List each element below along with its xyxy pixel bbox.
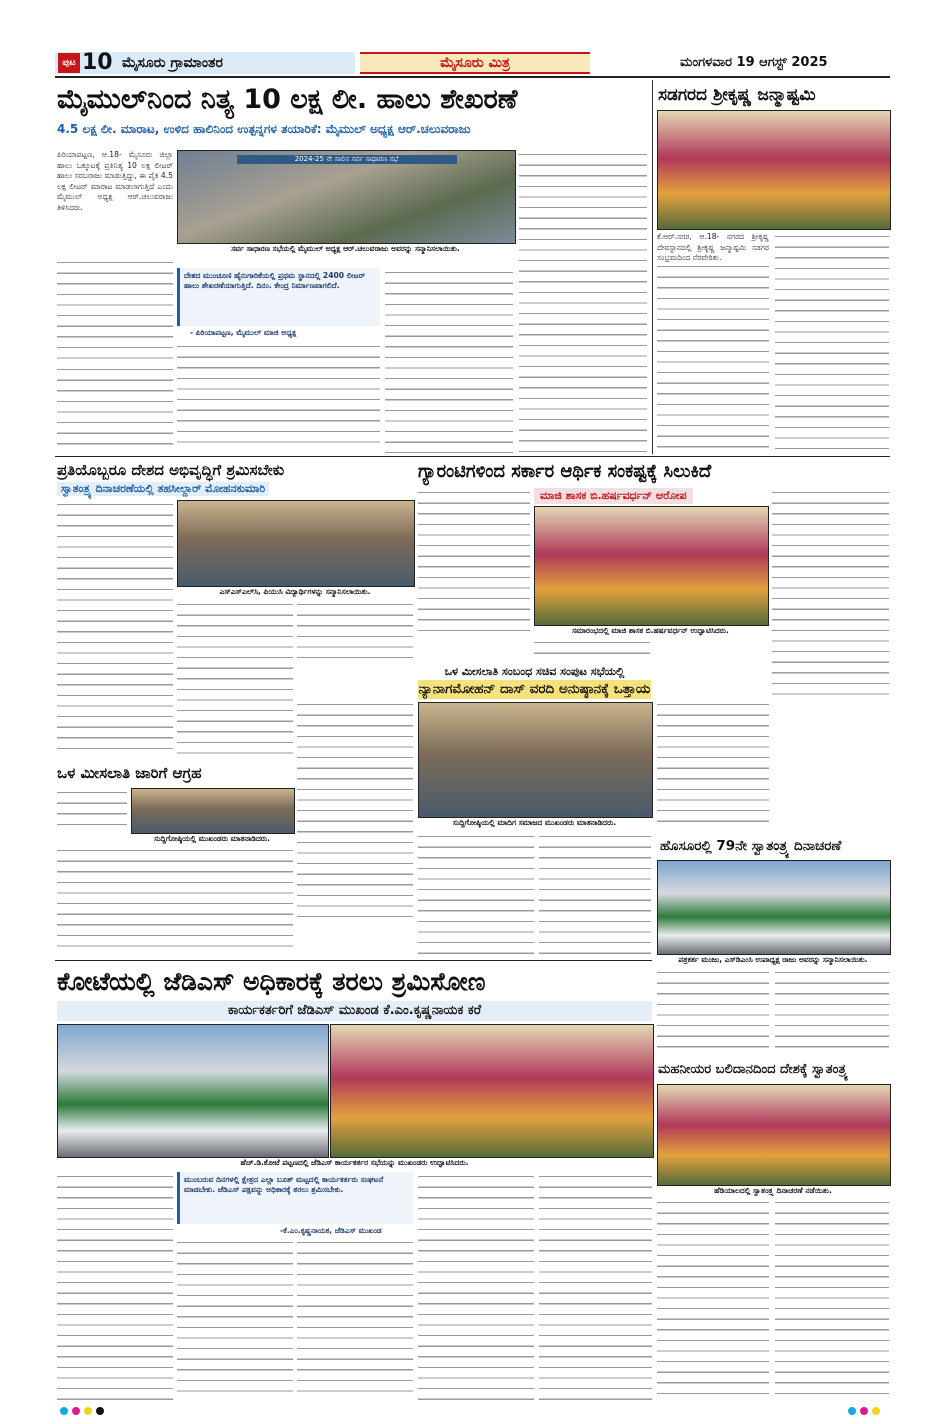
story3-body-col2 <box>177 600 293 758</box>
story9-headline: ಮಹನೀಯರ ಬಲಿದಾನದಿಂದ ದೇಶಕ್ಕೆ ಸ್ವಾತಂತ್ರ್ಯ <box>658 1062 849 1077</box>
story9-body-col1 <box>657 1198 769 1400</box>
story1-headline: ಮೈಮುಲ್‌ನಿಂದ ನಿತ್ಯ 10 ಲಕ್ಷ ಲೀ. ಹಾಲು ಶೇಖರಣೆ <box>57 84 518 115</box>
story3-caption: ಎಸ್‌ಎಸ್‌ಎಲ್‌ಸಿ, ಪಿಯುಸಿ ವಿದ್ಯಾರ್ಥಿಗಳನ್ನು ಸನ್ಮಾನಿಸಲಾಯಿತು. <box>219 587 371 596</box>
story3-body-col1 <box>57 500 173 758</box>
story5-body-col3 <box>539 832 651 957</box>
registration-mark-magenta <box>72 1407 80 1415</box>
story8-quote-attribution: -ಕೆ.ಎಂ.ಕೃಷ್ಣನಾಯಕ, ಜೆಡಿಎಸ್ ಮುಖಂಡ <box>280 1226 382 1235</box>
registration-mark-magenta-right <box>860 1407 868 1415</box>
story2-headline: ಸಡಗರದ ಶ್ರೀಕೃಷ್ಣ ಜನ್ಮಾಷ್ಟಮಿ <box>658 85 816 105</box>
story5-caption: ಸುದ್ದಿಗೋಷ್ಠಿಯಲ್ಲಿ ಮಾದಿಗ ಸಮಾಜದ ಮುಖಂಡರು ಮಾತನಾಡಿದರು. <box>452 818 617 827</box>
story8-subhead: ಕಾರ್ಯಕರ್ತರಿಗೆ ಜೆಡಿಎಸ್ ಮುಖಂಡ ಕೆ.ಎಂ.ಕೃಷ್ಣನಾಯಕ ಕರೆ <box>227 1003 482 1018</box>
section-title: ಮೈಸೂರು ಗ್ರಾಮಾಂತರ <box>122 55 223 71</box>
story2-photo <box>657 110 891 230</box>
story5-photo <box>418 702 653 818</box>
story2-body-col2 <box>775 232 889 452</box>
story4-body-col2 <box>534 638 650 662</box>
story8-photo1 <box>57 1024 329 1158</box>
story1-body-col3 <box>385 268 513 453</box>
registration-mark-cyan-right <box>848 1407 856 1415</box>
story2-body-col1 <box>657 262 769 452</box>
story4-caption: ಸಮಾರಂಭದಲ್ಲಿ ಮಾಜಿ ಶಾಸಕ ಬಿ.ಹರ್ಷವರ್ಧನ್ ಉದ್ಘಾಟಿಸಿದರು. <box>572 626 729 635</box>
story1-subhead: 4.5 ಲಕ್ಷ ಲೀ. ಮಾರಾಟ, ಉಳಿದ ಹಾಲಿನಿಂದ ಉತ್ಪನ್ನಗಳ ತಯಾರಿಕೆ: ಮೈಮುಲ್ ಅಧ್ಯಕ್ಷ ಆರ್.ಚಲುವರಾಜು <box>57 122 471 136</box>
story5-headline: ನ್ಯಾನಾಗಮೋಹನ್ ದಾಸ್ ವರದಿ ಅನುಷ್ಠಾನಕ್ಕೆ ಒತ್ತಾಯ <box>418 681 651 697</box>
story7-headline: ಹೊಸೂರಲ್ಲಿ 79ನೇ ಸ್ವಾತಂತ್ರ್ಯ ದಿನಾಚರಣೆ <box>660 838 842 854</box>
story9-caption: ಹೆಡಿಯಾಲದಲ್ಲಿ ಸ್ವಾತಂತ್ರ್ಯ ದಿನಾಚರಣೆ ನಡೆಯಿತು. <box>714 1186 832 1195</box>
story4-photo <box>534 506 769 626</box>
story1-photo <box>177 150 516 244</box>
story6-body <box>57 846 293 956</box>
story9-body-col2 <box>775 1198 889 1400</box>
registration-mark-cyan <box>60 1407 68 1415</box>
story8-body-col1 <box>57 1172 173 1400</box>
issue-date: ಮಂಗಳವಾರ 19 ಆಗಸ್ಟ್ 2025 <box>680 55 828 70</box>
story6-body-lead <box>57 788 127 828</box>
story6-headline: ಒಳ ಮೀಸಲಾತಿ ಜಾರಿಗೆ ಆಗ್ರಹ <box>57 764 202 782</box>
story8-pull-quote <box>177 1172 413 1224</box>
story1-body-col4 <box>519 150 647 453</box>
story8-body-col2 <box>177 1238 293 1400</box>
page-tag: ಪುಟ <box>58 53 80 73</box>
story4-body-col3 <box>772 488 889 698</box>
section-rule <box>55 456 890 457</box>
story8-quote-text: ಮುಂಬರುವ ದಿನಗಳಲ್ಲಿ ಕ್ಷೇತ್ರದ ಎಲ್ಲಾ ಬೂತ್ ಮಟ್ಟದಲ್ಲಿ ಕಾರ್ಯಕರ್ತರು ಸಂಘಟನೆ ಮಾಡಬೇಕು. ಜೆಡಿಎಸ್ ಪಕ್ಷವನ್ನು ಅಧಿಕಾರಕ್ಕೆ ತರಲು ಶ್ರಮಿಸಬೇಕು. <box>184 1175 384 1195</box>
story7-photo <box>657 860 891 955</box>
story5-body-col1 <box>297 700 413 918</box>
story8-photo2 <box>330 1024 654 1158</box>
page-number: 10 <box>82 50 113 75</box>
story1-banner: 2024-25 ನೇ ಸಾಲಿನ ಸರ್ವ ಸಾಧಾರಣ ಸಭೆ <box>237 155 457 164</box>
story1-caption: ಸರ್ವ ಸಾಧಾರಣ ಸಭೆಯಲ್ಲಿ ಮೈಮುಲ್ ಅಧ್ಯಕ್ಷ ಆರ್.ಚಲುವರಾಜು ಅವರನ್ನು ಸನ್ಮಾನಿಸಲಾಯಿತು. <box>231 244 460 253</box>
newspaper-brand: ಮೈಸೂರು ಮಿತ್ರ <box>360 52 590 74</box>
story8-caption: ಹೆಚ್.ಡಿ.ಕೋಟೆ ಪಟ್ಟಣದಲ್ಲಿ ಜೆಡಿಎಸ್ ಕಾರ್ಯಕರ್ತರ ಸಭೆಯನ್ನು ಮುಖಂಡರು ಉದ್ಘಾಟಿಸಿದರು. <box>240 1158 469 1167</box>
story4-body-col1 <box>418 488 530 636</box>
story6-photo <box>131 788 295 834</box>
story1-body-col2 <box>177 342 380 452</box>
header-rule <box>55 76 890 78</box>
story6-caption: ಸುದ್ದಿಗೋಷ್ಠಿಯಲ್ಲಿ ಮುಖಂಡರು ಮಾತನಾಡಿದರು. <box>154 834 270 843</box>
story3-body-col3 <box>297 600 413 664</box>
story2-body-start: ಕೆ.ಆರ್.ನಗರ, ಆ.18- ನಗರದ ಶ್ರೀಕೃಷ್ಣ ದೇವಸ್ಥಾನದಲ್ಲಿ ಶ್ರೀಕೃಷ್ಣ ಜನ್ಮಾಷ್ಟಮಿ ಸಡಗರ ಸಂಭ್ರಮದಿಂದ ನೆರವೇರಿತು. <box>657 232 769 262</box>
story8-body-col5 <box>539 1172 652 1400</box>
registration-mark-yellow-right <box>872 1407 880 1415</box>
registration-mark-yellow <box>84 1407 92 1415</box>
story7-body-col1 <box>657 968 769 1056</box>
story4-tag: ಮಾಜಿ ಶಾಸಕ ಬಿ.ಹರ್ಷವರ್ಧನ್ ಆರೋಪ <box>534 488 693 504</box>
registration-mark-black <box>96 1407 104 1415</box>
story1-body-start: ಪಿರಿಯಾಪಟ್ಟಣ, ಆ.18- ಮೈಸೂರು ಜಿಲ್ಲಾ ಹಾಲು ಒಕ್ಕೂಟಕ್ಕೆ ಪ್ರತಿನಿತ್ಯ 10 ಲಕ್ಷ ಲೀಟರ್ ಹಾಲು ಸರಬರಾಜು ಮಾಡುತ್ತಿದ್ದು, ಈ ಪೈಕಿ 4.5 ಲಕ್ಷ ಲೀಟರ್ ಮಾರಾಟ ಮಾಡಲಾಗುತ್ತಿದೆ ಎಂದು ಮೈಮುಲ್ ಅಧ್ಯಕ್ಷ ಆರ್.ಚಲುವರಾಜು ತಿಳಿಸಿದರು. <box>57 150 173 212</box>
column-divider <box>652 80 653 454</box>
story4-body-col4 <box>657 700 769 830</box>
story3-subhead: ಸ್ವಾತಂತ್ರ್ಯ ದಿನಾಚರಣೆಯಲ್ಲಿ ತಹಸೀಲ್ದಾರ್ ಮೋಹನಕುಮಾರಿ <box>57 482 269 496</box>
story3-photo <box>177 500 415 587</box>
story1-quote-text: ದೇಶದ ಮುಂಚೂಣಿ ಹೈನುಗಾರಿಕೆಯಲ್ಲಿ ಪ್ರಥಮ ಸ್ಥಾನದಲ್ಲಿ 2400 ಲೀಟರ್ ಹಾಲು ಶೇಖರಣೆಯಾಗುತ್ತಿದೆ. ದಿನಂ. ಕೇಂದ್ರ ನಿರ್ಮಾಣವಾಗಲಿದೆ. <box>184 271 366 291</box>
story1-body-col1 <box>57 258 173 363</box>
story5-kicker: ಒಳ ಮೀಸಲಾತಿ ಸಂಬಂಧ ಸಚಿವ ಸಂಪುಟ ಸಭೆಯಲ್ಲಿ <box>444 665 625 678</box>
story7-body-col2 <box>775 968 889 1056</box>
story1-body-col1b <box>57 365 173 453</box>
story8-headline: ಕೋಟೆಯಲ್ಲಿ ಜೆಡಿಎಸ್ ಅಧಿಕಾರಕ್ಕೆ ತರಲು ಶ್ರಮಿಸೋಣ <box>57 967 486 996</box>
story8-body-col3 <box>297 1238 413 1400</box>
story5-body-col2 <box>418 832 534 957</box>
story3-headline: ಪ್ರತಿಯೊಬ್ಬರೂ ದೇಶದ ಅಭಿವೃದ್ಧಿಗೆ ಶ್ರಮಿಸಬೇಕು <box>57 461 285 479</box>
story9-photo <box>657 1084 891 1186</box>
story1-quote-attribution: - ಪಿರಿಯಾಪಟ್ಟಣ, ಮೈಮುಲ್ ಮಾಜಿ ಅಧ್ಯಕ್ಷ <box>190 328 297 337</box>
story1-pull-quote <box>177 268 380 326</box>
story4-headline: ಗ್ಯಾರಂಟಿಗಳಿಂದ ಸರ್ಕಾರ ಆರ್ಥಿಕ ಸಂಕಷ್ಟಕ್ಕೆ ಸಿಲುಕಿದೆ <box>418 461 712 482</box>
story7-caption: ಪತ್ರಕರ್ತ ಮಂಜು, ಎಸ್‌ಡಿಎಂಸಿ ಉಪಾಧ್ಯಕ್ಷ ರಾಜು ಅವರನ್ನು ಸನ್ಮಾನಿಸಲಾಯಿತು. <box>678 955 868 964</box>
section-rule-2 <box>55 960 652 961</box>
story8-body-col4 <box>418 1172 534 1400</box>
